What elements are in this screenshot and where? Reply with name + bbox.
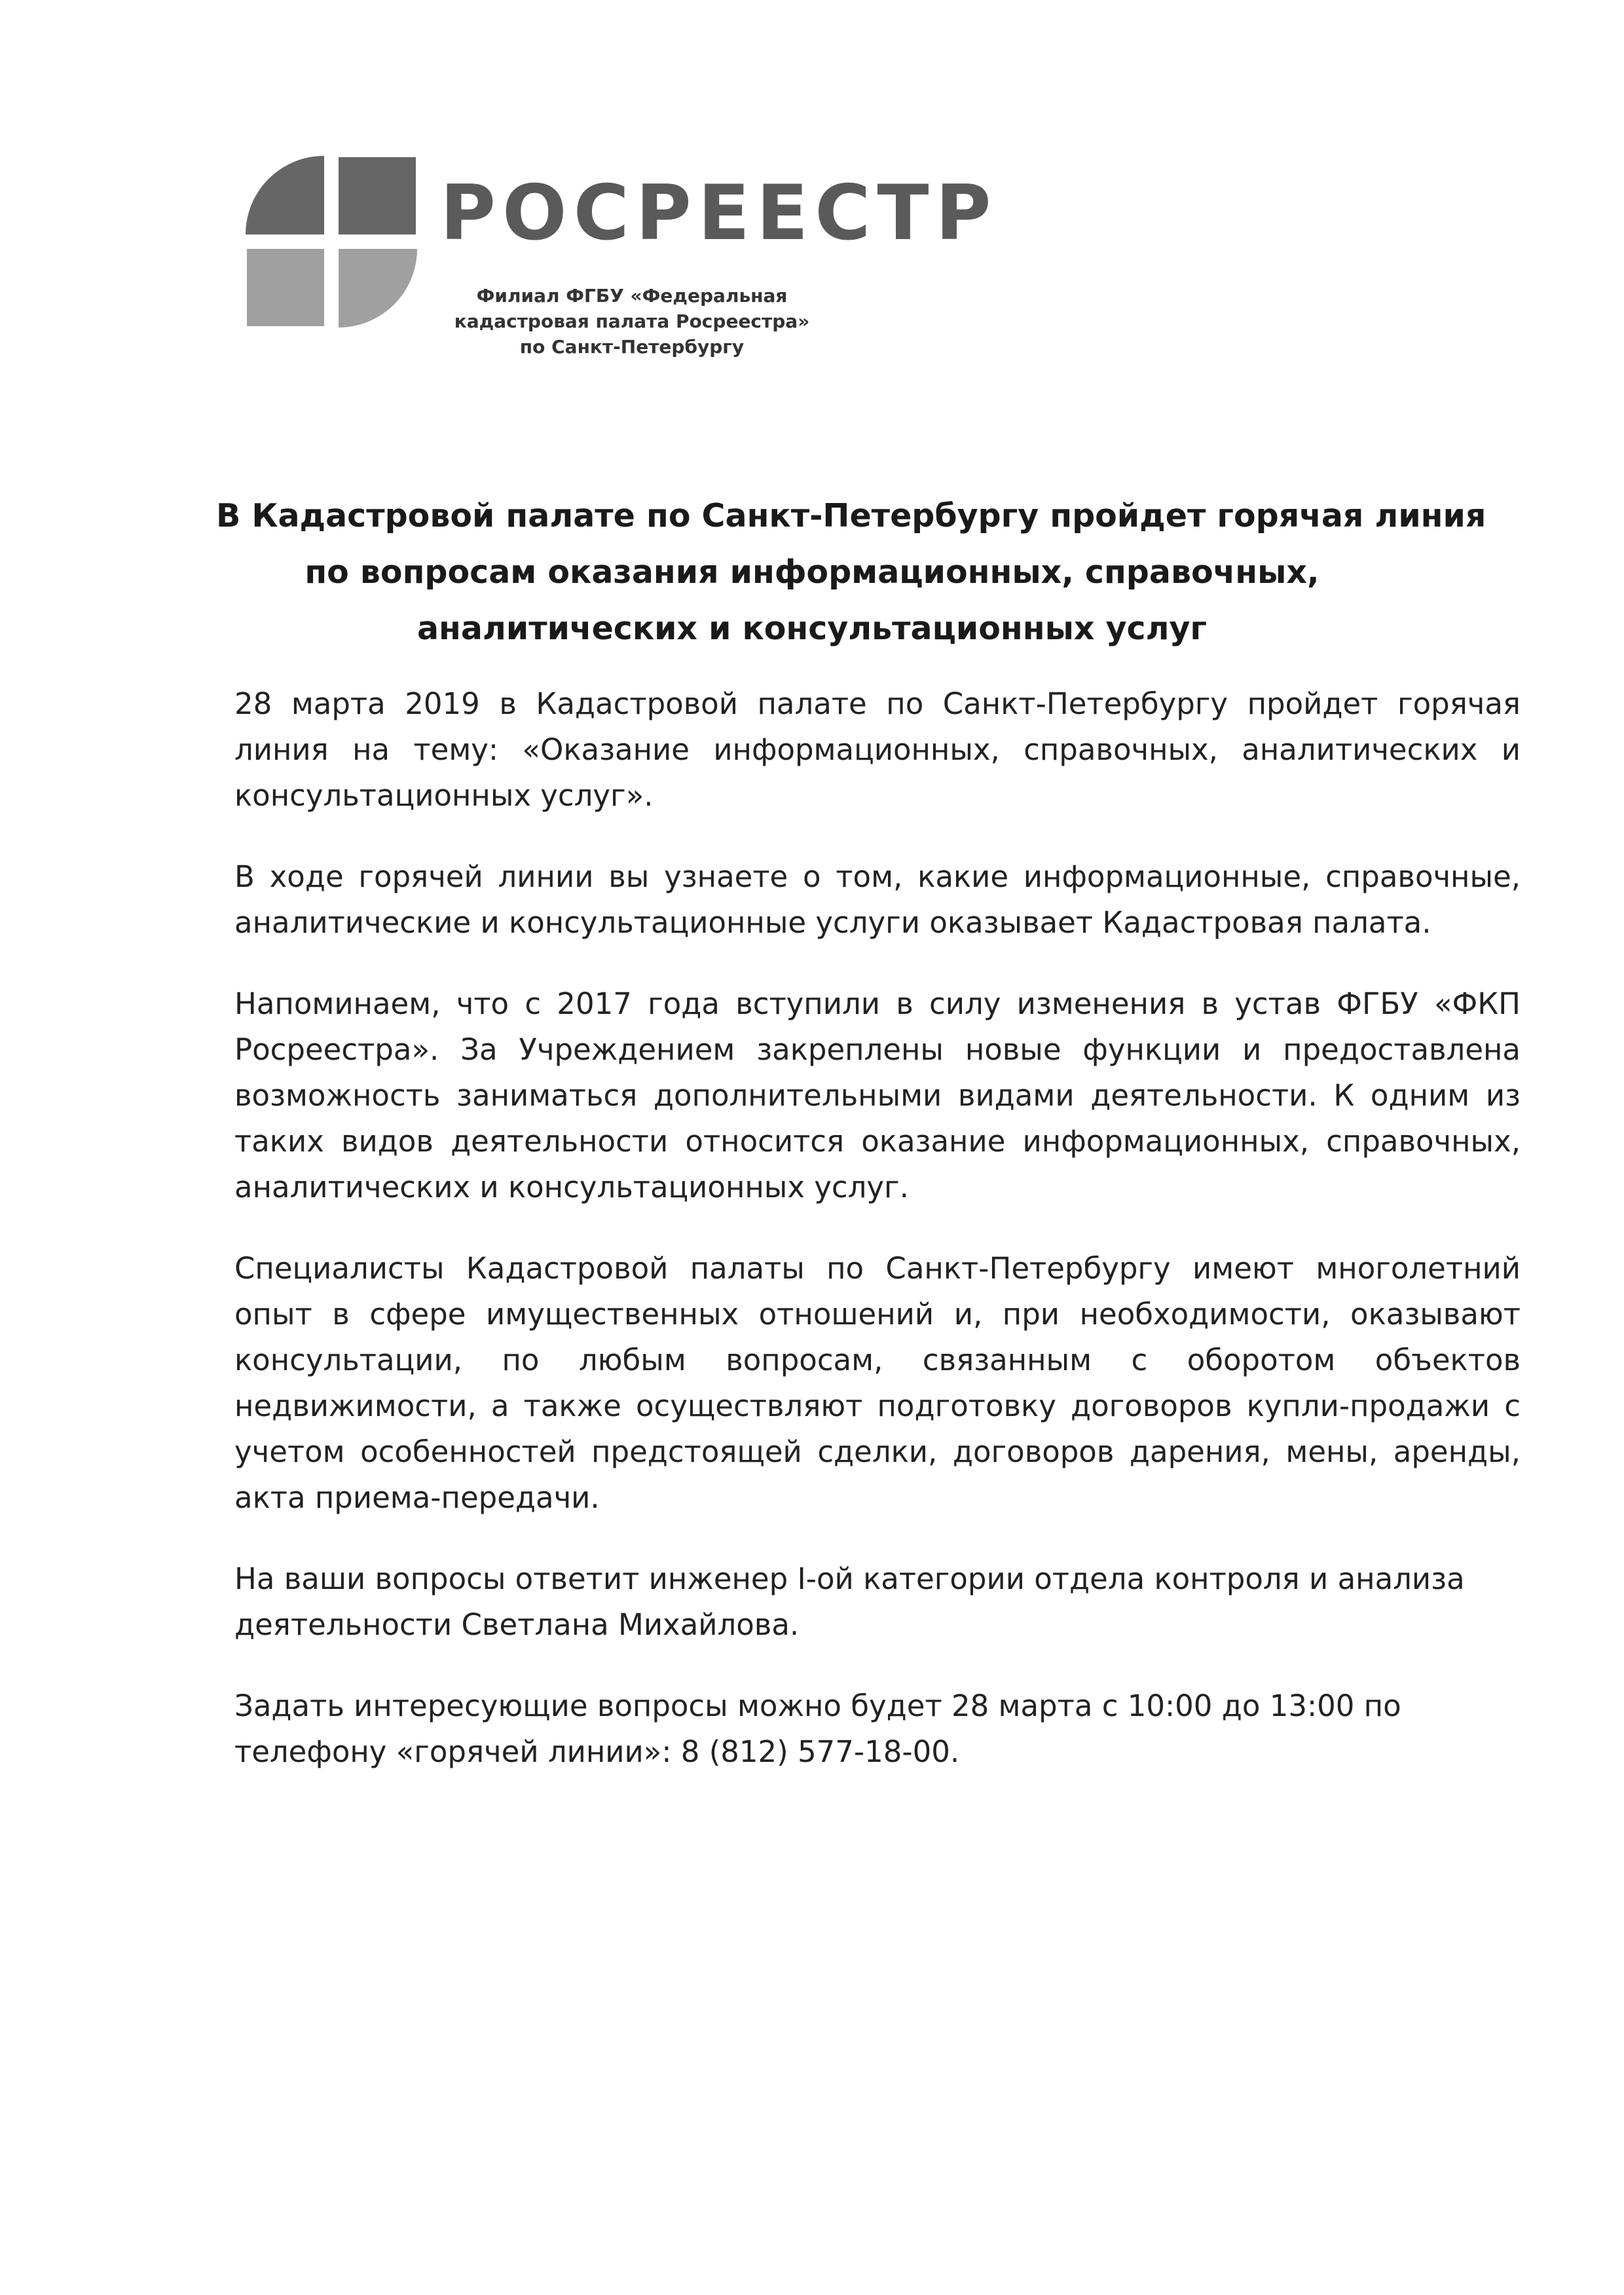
document-body [234,681,1521,1810]
paragraph-topics: В ходе горячей линии вы узнаете о том, какие информационные, справочные, аналитические и консультационные услуги оказывает Кадастровая палата. [234,859,1521,940]
subtitle-line: кадастровая палата Росреестра» [454,310,810,332]
paragraph-announcement: 28 марта 2019 в Кадастровой палате по Санкт-Петербургу пройдет горячая линия на тему: «Оказание информационных, справочных, аналитических и консультационных услуг». [234,686,1521,813]
title-line: аналитических и консультационных услуг [416,610,1208,647]
title-line: В Кадастровой палате по Санкт-Петербургу пройдет горячая линия [216,497,1486,534]
paragraph-specialists: Специалисты Кадастровой палаты по Санкт-Петербургу имеют многолетний опыт в сфере имущественных отношений и, при необходимости, оказывают консультации, по любым вопросам, связанным с оборотом объектов недвижимости, а также осуществляют подготовку договоров купли-продажи с учетом особенностей предстоящей сделки, договоров дарения, мены, аренды, акта приема-передачи. [234,1251,1521,1515]
paragraph-responder: На ваши вопросы ответит инженер I-ой категории отдела контроля и анализа деятельности Светлана Михайлова. [234,1561,1465,1642]
subtitle-line: по Санкт-Петербургу [519,336,745,358]
subtitle-line: Филиал ФГБУ «Федеральная [476,285,788,307]
logo-wordmark: РОСРЕЕСТР [440,169,998,257]
organization-subtitle [435,283,828,360]
paragraph-contact: Задать интересующие вопросы можно будет 28 марта с 10:00 до 13:00 по телефону «горячей линии»: 8 (812) 577-18-00. [234,1689,1401,1769]
rosreestr-emblem-icon [239,149,429,339]
title-line: по вопросам оказания информационных, справочных, [304,553,1320,591]
rosreestr-logo [239,149,998,411]
paragraph-charter-changes: Напоминаем, что с 2017 года вступили в силу изменения в устав ФГБУ «ФКП Росреестра». За Учреждением закреплены новые функции и предоставлена возможность заниматься дополнительными видами деятельности. К одним из таких видов деятельности относится оказание информационных, справочных, аналитических и консультационных услуг. [234,986,1521,1204]
document-title [216,488,1486,657]
